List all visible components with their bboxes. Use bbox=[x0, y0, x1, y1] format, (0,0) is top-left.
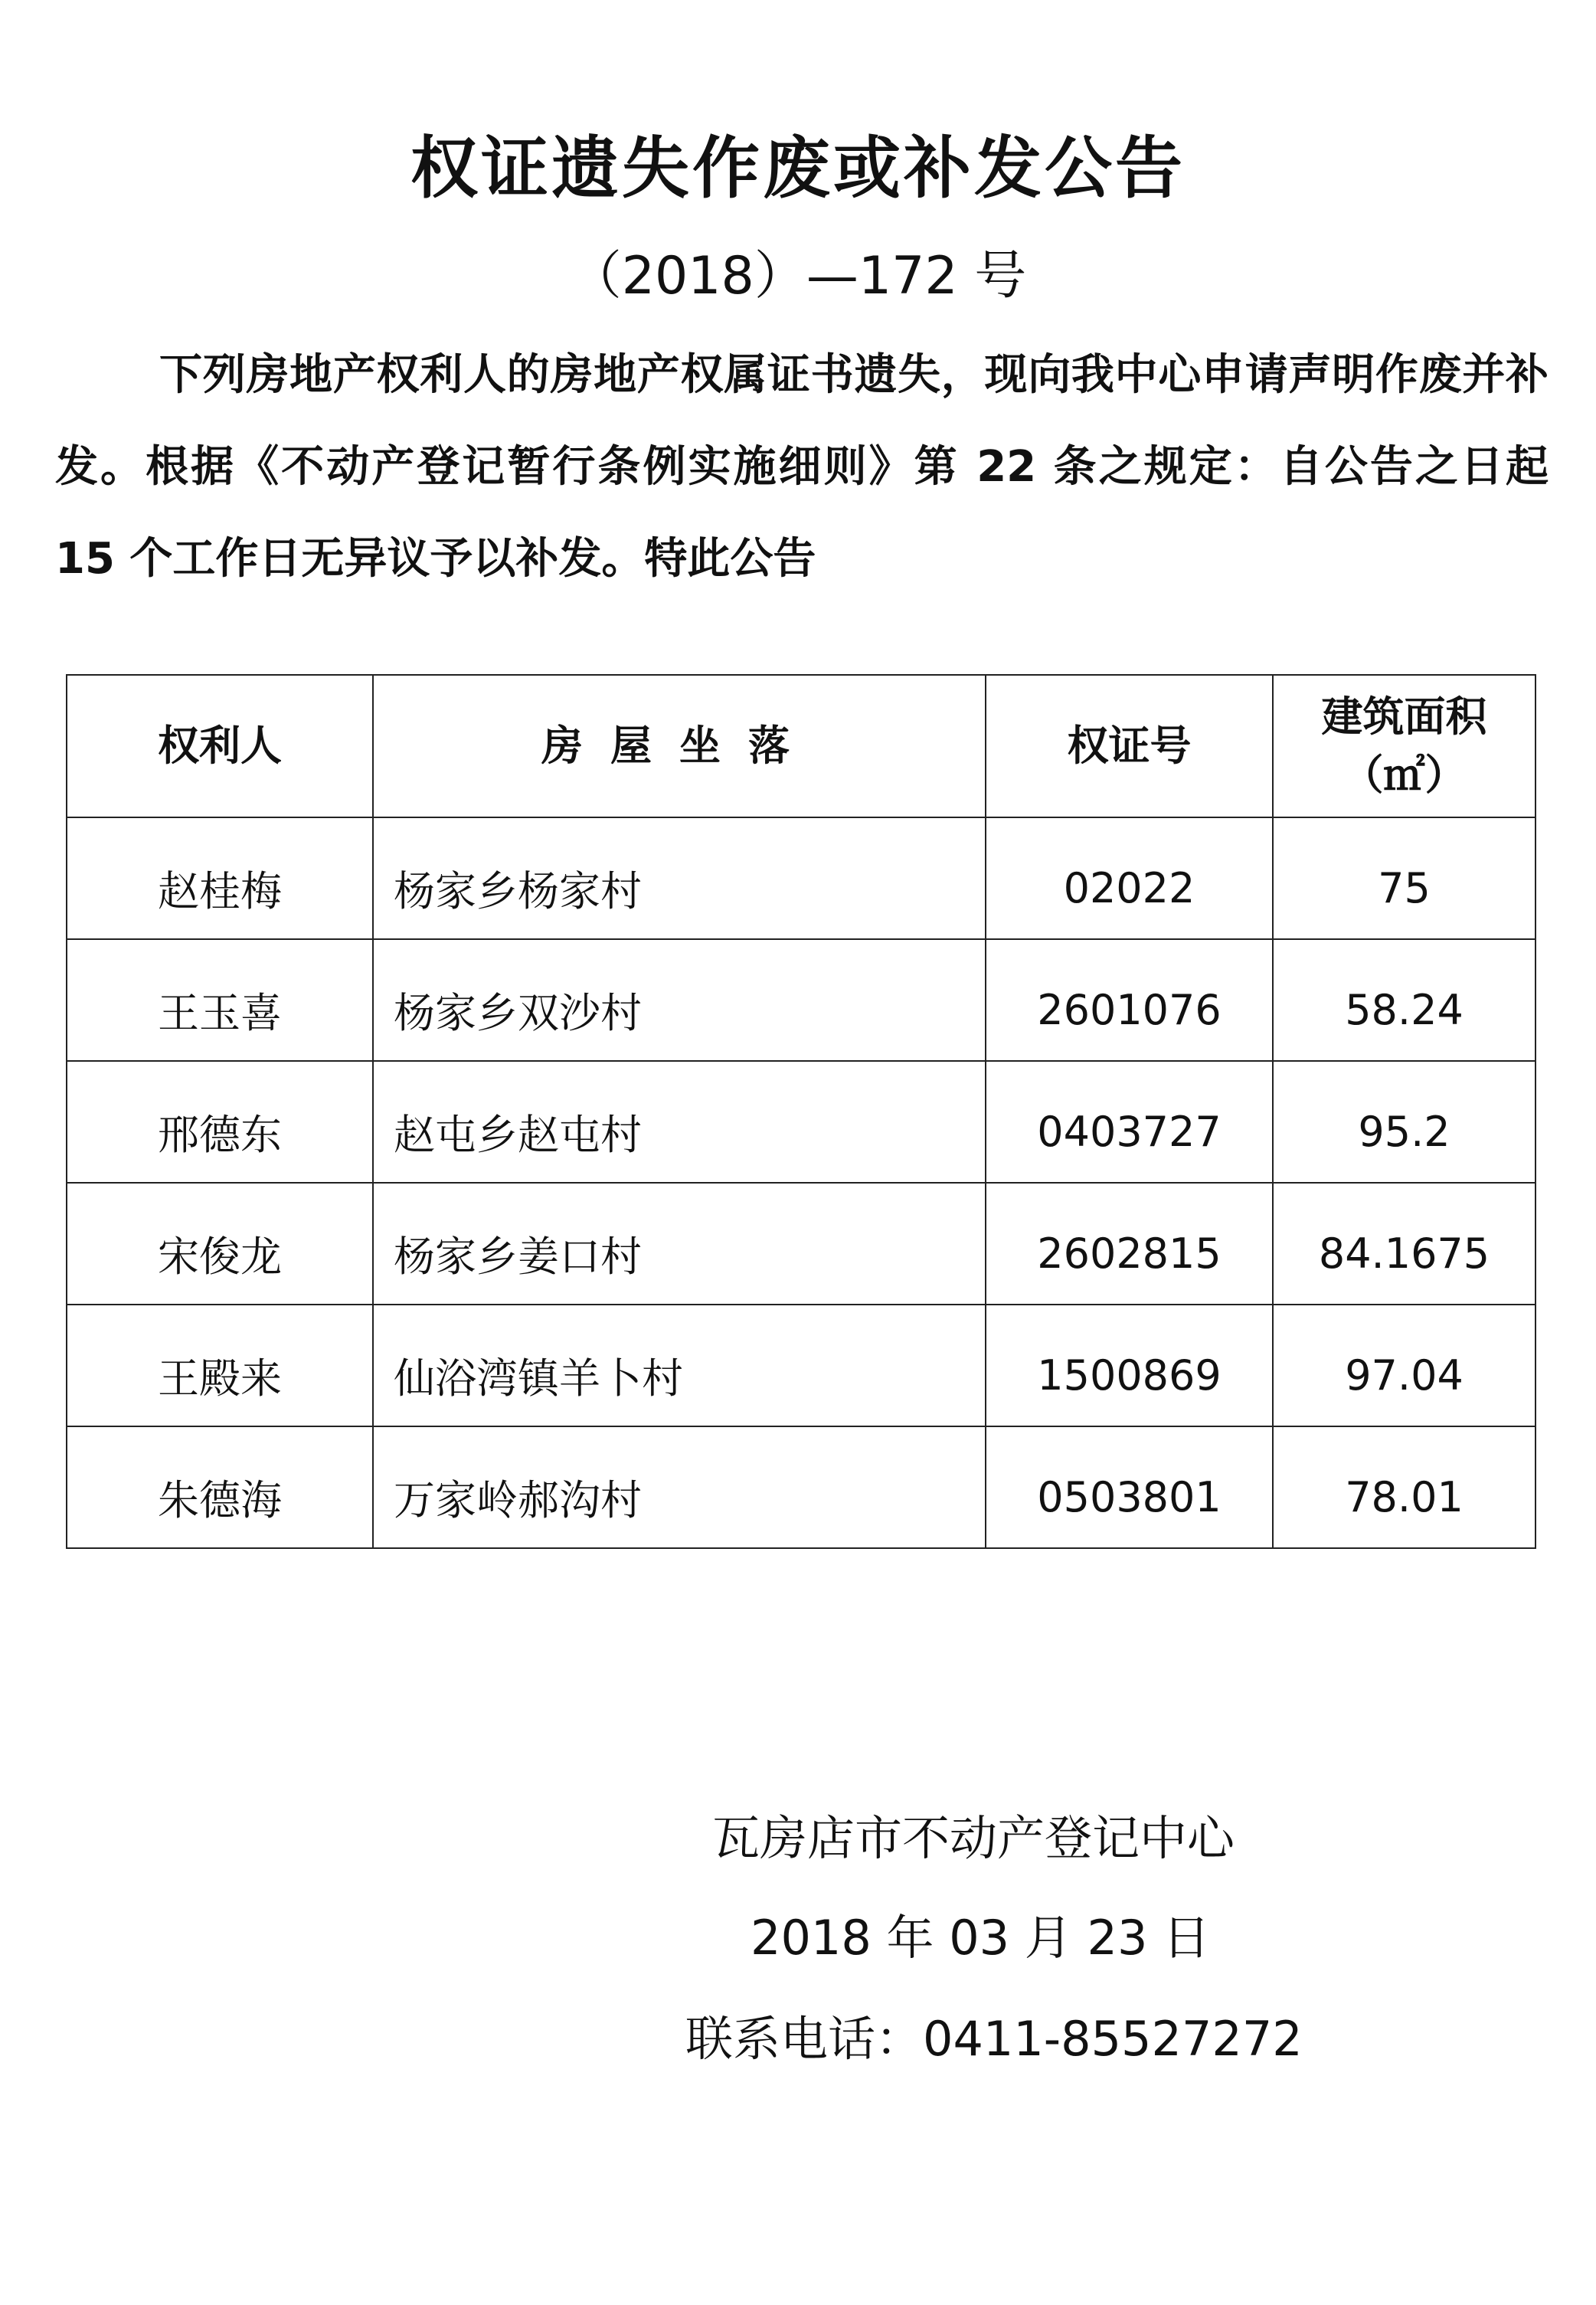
header-owner: 权利人 bbox=[67, 675, 373, 817]
area-cell: 95.2 bbox=[1273, 1061, 1535, 1183]
certificate-cell: 2601076 bbox=[986, 939, 1273, 1061]
owner-cell: 王玉喜 bbox=[67, 939, 373, 1061]
issue-date: 2018 年 03 月 23 日 bbox=[751, 1910, 1211, 1966]
notice-number: （2018）—172 号 bbox=[569, 246, 1027, 306]
area-cell: 97.04 bbox=[1273, 1305, 1535, 1426]
lost-certificates-table bbox=[66, 674, 1536, 1549]
table-row bbox=[67, 817, 1535, 939]
header-building-area bbox=[1273, 675, 1535, 817]
location-cell: 杨家乡杨家村 bbox=[373, 817, 986, 939]
owner-cell: 赵桂梅 bbox=[67, 817, 373, 939]
certificate-cell: 1500869 bbox=[986, 1305, 1273, 1426]
owner-cell: 宋俊龙 bbox=[67, 1183, 373, 1305]
certificate-cell: 0403727 bbox=[986, 1061, 1273, 1183]
area-cell: 58.24 bbox=[1273, 939, 1535, 1061]
table-row bbox=[67, 939, 1535, 1061]
notice-title: 权证遗失作废或补发公告 bbox=[410, 129, 1186, 208]
contact-phone: 联系电话：0411-85527272 bbox=[685, 2011, 1303, 2067]
owner-cell: 邢德东 bbox=[67, 1061, 373, 1183]
area-cell: 78.01 bbox=[1273, 1426, 1535, 1548]
owner-cell: 王殿来 bbox=[67, 1305, 373, 1426]
area-cell: 75 bbox=[1273, 817, 1535, 939]
certificate-cell: 0503801 bbox=[986, 1426, 1273, 1548]
table-row bbox=[67, 1061, 1535, 1183]
location-cell: 赵屯乡赵屯村 bbox=[373, 1061, 986, 1183]
header-certificate-number: 权证号 bbox=[986, 675, 1273, 817]
owner-cell: 朱德海 bbox=[67, 1426, 373, 1548]
location-cell: 杨家乡姜口村 bbox=[373, 1183, 986, 1305]
location-cell: 杨家乡双沙村 bbox=[373, 939, 986, 1061]
table-row bbox=[67, 1305, 1535, 1426]
location-cell: 万家岭郝沟村 bbox=[373, 1426, 986, 1548]
certificate-cell: 02022 bbox=[986, 817, 1273, 939]
certificate-cell: 2602815 bbox=[986, 1183, 1273, 1305]
header-area-label: 建筑面积 bbox=[1321, 692, 1487, 741]
notice-body: 下列房地产权利人的房地产权属证书遗失，现向我中心申请声明作废并补发。根据《不动产登记暂行条例实施细则》第 22 条之规定：自公告之日起 15 个工作日无异议予以补发。特此公告 bbox=[55, 350, 1549, 584]
header-area-unit: （㎡） bbox=[1342, 751, 1467, 799]
issuing-organization: 瓦房店市不动产登记中心 bbox=[712, 1810, 1235, 1866]
table-row bbox=[67, 1183, 1535, 1305]
table-header-row bbox=[67, 675, 1535, 817]
table-row bbox=[67, 1426, 1535, 1548]
location-cell: 仙浴湾镇羊卜村 bbox=[373, 1305, 986, 1426]
header-location: 房屋坐落 bbox=[373, 675, 986, 817]
area-cell: 84.1675 bbox=[1273, 1183, 1535, 1305]
